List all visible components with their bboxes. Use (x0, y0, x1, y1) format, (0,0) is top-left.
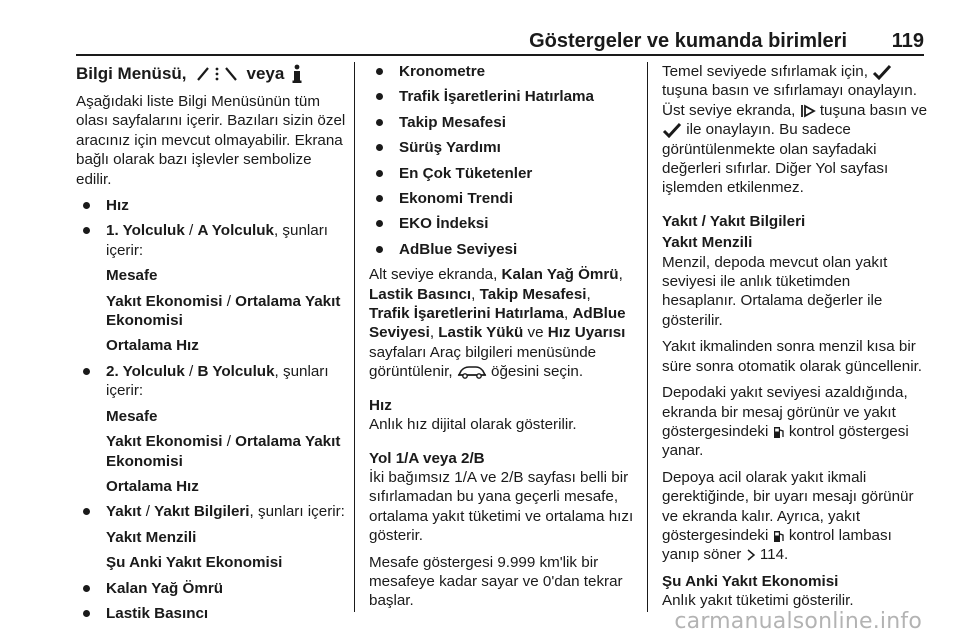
sub-item: Mesafe (106, 267, 158, 285)
trip-section (369, 449, 635, 611)
trip-text: İki bağımsız 1/A ve 2/B sayfası belli bir sıfırlamadan bu yana geçerli mesafe, ortalama yakıt tüketimi ve ortalama hızı gösterir. (369, 468, 634, 545)
column-divider (354, 62, 355, 612)
list-item: Ekonomi Trendi (369, 189, 635, 208)
header-rule (76, 54, 924, 56)
list-item: 2. Yolculuk / B Yolculuk, şunları içerir: (76, 362, 346, 401)
reset-text: Temel seviyede sıfırlamak için, tuşuna basın ve sıfırlamayı onaylayın. Üst seviye ekranda, tuşuna basın ve ile onaylayın. Bu sadece görüntülenmekte olan sayfadaki değerleri sıfırlar. Diğer Yol sayfası işlemden etkilenmez. (662, 63, 928, 197)
list-item: 1. Yolculuk / A Yolculuk, şunları içerir: (76, 221, 346, 260)
sub-item: Mesafe (106, 407, 158, 425)
page-reference[interactable]: 114. (759, 546, 789, 564)
info-menu-list (76, 579, 346, 624)
page-number: 119 (891, 30, 924, 52)
list-item: Sürüş Yardımı (369, 138, 635, 157)
list-item: EKO İndeksi (369, 214, 635, 233)
info-menu-list (76, 196, 346, 260)
play-next-icon (800, 104, 816, 118)
info-icon (292, 64, 302, 84)
list-item: Kalan Yağ Ömrü (76, 579, 346, 598)
list-item: Kronometre (369, 62, 635, 81)
range-text: Menzil, depoda mevcut olan yakıt seviyesi ile anlık tüketimden hesaplanır. Ortalama değerler ile gösterilir. (662, 253, 888, 329)
section-heading: Yakıt Menzili (662, 234, 753, 252)
range-text: Depodaki yakıt seviyesi azaldığında, ekranda bir mesaj görünür ve yakıt göstergesindeki kontrol göstergesi yanar. (662, 384, 909, 460)
list-item: En Çok Tüketenler (369, 164, 635, 183)
info-menu-list (76, 362, 346, 401)
speed-section (369, 396, 635, 435)
info-menu-list (76, 502, 346, 521)
column-right (662, 62, 928, 618)
speed-text: Anlık hız dijital olarak gösterilir. (369, 416, 577, 434)
page-header (0, 0, 960, 56)
current-consumption-text: Anlık yakıt tüketimi gösterilir. (662, 592, 854, 610)
column-middle (369, 62, 635, 618)
lower-level-text: Alt seviye ekranda, Kalan Yağ Ömrü, Lastik Basıncı, Takip Mesafesi, Trafik İşaretlerini Hatırlama, AdBlue Seviyesi, Lastik Yükü ve Hız Uyarısı sayfaları Araç bilgileri menüsünde görüntülenir, öğesini seçin. (369, 266, 626, 381)
range-text: Depoya acil olarak yakıt ikmali gerektiğinde, bir uyarı mesajı görünür ve ekranda kalır. Ayrıca, yakıt göstergesindeki kontrol lambası yanıp söner 114. (662, 468, 914, 564)
fuel-pump-icon (773, 529, 785, 543)
trip-text: Mesafe göstergesi 9.999 km'lik bir mesafeye kadar sayar ve 0'dan tekrar başlar. (369, 553, 623, 610)
section-heading: Şu Anki Yakıt Ekonomisi (662, 572, 839, 590)
fuel-pump-icon (773, 425, 785, 439)
list-item: Yakıt / Yakıt Bilgileri, şunları içerir: (76, 502, 346, 521)
section-title: Bilgi Menüsü, veya (76, 62, 346, 86)
column-left (76, 62, 346, 629)
car-icon (457, 365, 487, 379)
sub-item: Ortalama Hız (106, 477, 199, 495)
sub-item: Ortalama Hız (106, 337, 199, 355)
range-text: Yakıt ikmalinden sonra menzil kısa bir süre sonra otomatik olarak güncellenir. (662, 338, 923, 375)
intro-text: Aşağıdaki liste Bilgi Menüsünün tüm olası sayfalarını içerir. Bazıları sizin özel aracınız için mevcut olmayabilir. Ekrana bağlı olarak bazı işlevler sembolize edilir. (76, 93, 346, 188)
sub-item: Yakıt Menzili (106, 528, 197, 546)
section-heading: Hız (369, 396, 392, 414)
sub-item: Yakıt Ekonomisi / Ortalama Yakıt Ekonomisi (106, 292, 341, 330)
checkmark-icon (662, 122, 682, 138)
watermark: carmanualsonline.info (674, 609, 922, 634)
list-item: Hız (76, 196, 346, 215)
page-reference-icon (746, 549, 756, 561)
scroll-updown-icon (195, 65, 239, 83)
header-title: Göstergeler ve kumanda birimleri (529, 30, 847, 52)
column-divider (647, 62, 648, 612)
sub-item: Yakıt Ekonomisi / Ortalama Yakıt Ekonomisi (106, 433, 341, 470)
list-item: AdBlue Seviyesi (369, 240, 635, 259)
section-heading: Yakıt / Yakıt Bilgileri (662, 212, 806, 230)
info-menu-list-continued (369, 62, 635, 259)
list-item: Takip Mesafesi (369, 113, 635, 132)
sub-item: Şu Anki Yakıt Ekonomisi (106, 554, 283, 572)
list-item: Lastik Basıncı (76, 604, 346, 623)
checkmark-icon (872, 64, 892, 80)
list-item: Trafik İşaretlerini Hatırlama (369, 87, 635, 106)
section-heading: Yol 1/A veya 2/B (369, 449, 485, 467)
